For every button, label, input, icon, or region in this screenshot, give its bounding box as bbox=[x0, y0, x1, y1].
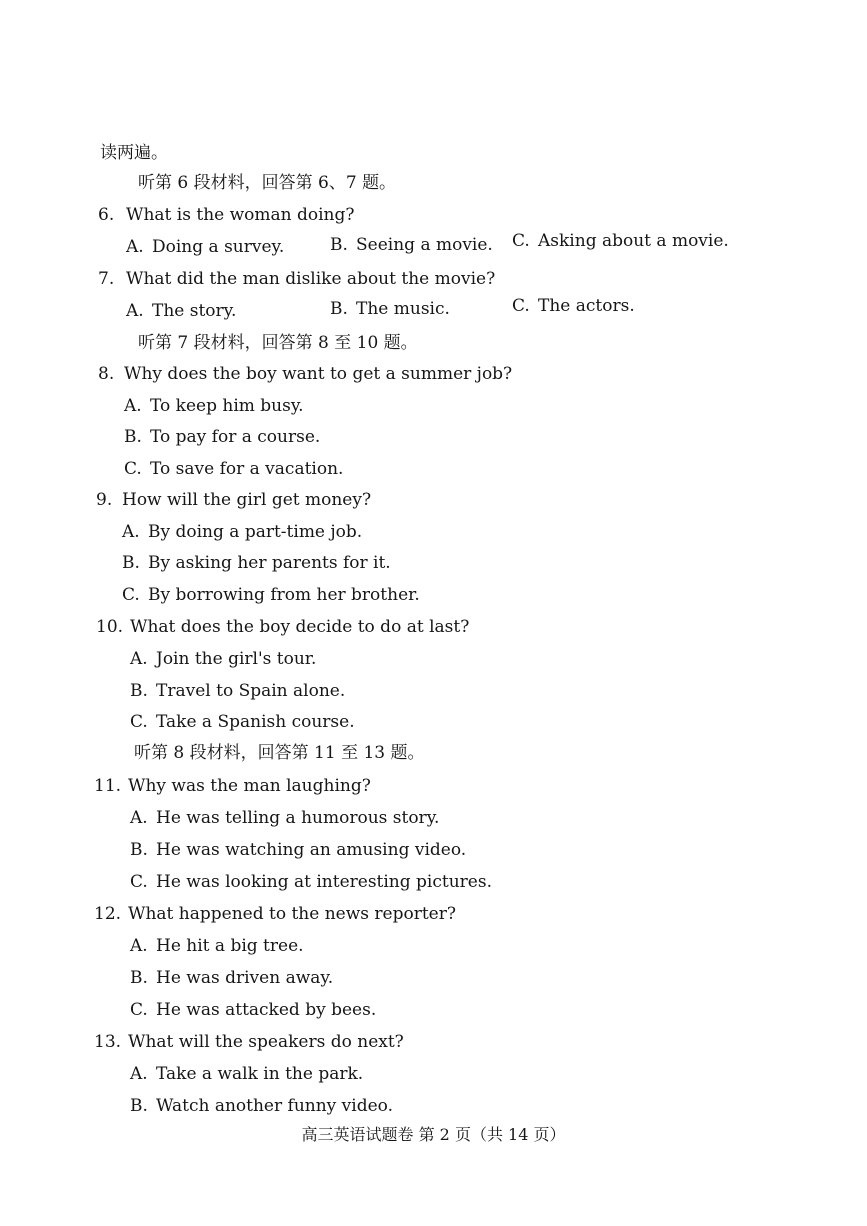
option-label: B. bbox=[130, 840, 148, 860]
option-text: Take a Spanish course. bbox=[156, 712, 355, 732]
option-label: C. bbox=[124, 459, 142, 479]
question-number: 12. bbox=[94, 904, 122, 924]
option-text: Seeing a movie. bbox=[356, 235, 493, 255]
question-number: 13. bbox=[94, 1032, 122, 1052]
option-text: By borrowing from her brother. bbox=[148, 585, 420, 605]
q8-option-b bbox=[124, 426, 320, 448]
question-10 bbox=[96, 616, 469, 638]
option-text: Watch another funny video. bbox=[156, 1096, 393, 1116]
option-text: By asking her parents for it. bbox=[148, 553, 391, 573]
option-text: The music. bbox=[356, 299, 450, 319]
question-number: 10. bbox=[96, 617, 124, 637]
q10-option-b bbox=[130, 680, 345, 702]
question-8 bbox=[98, 363, 512, 385]
question-text: Why does the boy want to get a summer job? bbox=[124, 364, 513, 384]
option-label: A. bbox=[126, 301, 144, 321]
q12-option-c bbox=[130, 999, 376, 1021]
intro-tail: 读两遍。 bbox=[100, 143, 168, 163]
question-text: What will the speakers do next? bbox=[128, 1032, 404, 1052]
question-6 bbox=[98, 204, 355, 226]
option-label: A. bbox=[124, 396, 142, 416]
option-text: Travel to Spain alone. bbox=[156, 681, 346, 701]
option-text: Asking about a movie. bbox=[538, 231, 729, 251]
section-heading-8: 听第 8 段材料，回答第 11 至 13 题。 bbox=[134, 743, 425, 763]
question-number: 9. bbox=[96, 490, 113, 510]
option-label: B. bbox=[130, 1096, 148, 1116]
option-text: He was driven away. bbox=[156, 968, 334, 988]
option-label: A. bbox=[122, 522, 140, 542]
question-13 bbox=[94, 1031, 404, 1053]
page-footer: 高三英语试题卷 第 2 页（共 14 页） bbox=[301, 1125, 566, 1144]
section-heading-7: 听第 7 段材料，回答第 8 至 10 题。 bbox=[138, 333, 418, 353]
option-label: B. bbox=[330, 299, 348, 319]
option-label: C. bbox=[512, 231, 530, 251]
option-text: He was attacked by bees. bbox=[156, 1000, 377, 1020]
question-12 bbox=[94, 903, 456, 925]
question-9 bbox=[96, 489, 371, 511]
option-label: A. bbox=[126, 237, 144, 257]
question-text: Why was the man laughing? bbox=[128, 776, 371, 796]
option-text: He was watching an amusing video. bbox=[156, 840, 467, 860]
question-7 bbox=[98, 268, 495, 290]
q9-option-c bbox=[122, 584, 420, 606]
option-text: To keep him busy. bbox=[150, 396, 304, 416]
section-heading-6: 听第 6 段材料，回答第 6、7 题。 bbox=[138, 173, 397, 193]
question-text: What does the boy decide to do at last? bbox=[130, 617, 470, 637]
q10-option-c bbox=[130, 711, 355, 733]
q8-option-a bbox=[124, 395, 304, 417]
option-label: B. bbox=[124, 427, 142, 447]
q8-option-c bbox=[124, 458, 343, 480]
q13-option-a bbox=[130, 1063, 363, 1085]
option-label: C. bbox=[130, 712, 148, 732]
option-text: By doing a part-time job. bbox=[148, 522, 363, 542]
question-number: 8. bbox=[98, 364, 115, 384]
q9-option-a bbox=[122, 521, 362, 543]
q10-option-a bbox=[130, 648, 316, 670]
question-11 bbox=[94, 775, 371, 797]
q7-option-b bbox=[330, 298, 450, 320]
option-label: B. bbox=[122, 553, 140, 573]
option-text: Take a walk in the park. bbox=[156, 1064, 364, 1084]
option-text: He was telling a humorous story. bbox=[156, 808, 440, 828]
q7-option-c bbox=[512, 295, 635, 317]
option-text: The actors. bbox=[538, 296, 635, 316]
q12-option-b bbox=[130, 967, 333, 989]
option-text: The story. bbox=[152, 301, 237, 321]
question-text: What did the man dislike about the movie? bbox=[126, 269, 496, 289]
option-text: Join the girl's tour. bbox=[156, 649, 317, 669]
q9-option-b bbox=[122, 552, 391, 574]
question-number: 6. bbox=[98, 205, 115, 225]
question-number: 7. bbox=[98, 269, 115, 289]
q6-option-b bbox=[330, 234, 493, 256]
question-text: How will the girl get money? bbox=[122, 490, 372, 510]
option-label: B. bbox=[130, 681, 148, 701]
q13-option-b bbox=[130, 1095, 393, 1117]
q11-option-c bbox=[130, 871, 492, 893]
option-label: A. bbox=[130, 649, 148, 669]
q12-option-a bbox=[130, 935, 304, 957]
q7-option-a bbox=[126, 300, 236, 322]
option-label: A. bbox=[130, 936, 148, 956]
option-text: He hit a big tree. bbox=[156, 936, 304, 956]
option-label: B. bbox=[130, 968, 148, 988]
q6-option-a bbox=[126, 236, 284, 258]
option-text: Doing a survey. bbox=[152, 237, 285, 257]
option-label: C. bbox=[512, 296, 530, 316]
option-label: A. bbox=[130, 808, 148, 828]
option-label: B. bbox=[330, 235, 348, 255]
option-text: To save for a vacation. bbox=[150, 459, 344, 479]
q6-option-c bbox=[512, 230, 729, 252]
option-text: To pay for a course. bbox=[150, 427, 321, 447]
option-label: C. bbox=[130, 872, 148, 892]
option-label: A. bbox=[130, 1064, 148, 1084]
option-text: He was looking at interesting pictures. bbox=[156, 872, 492, 892]
question-number: 11. bbox=[94, 776, 122, 796]
question-text: What happened to the news reporter? bbox=[128, 904, 456, 924]
option-label: C. bbox=[130, 1000, 148, 1020]
q11-option-b bbox=[130, 839, 466, 861]
question-text: What is the woman doing? bbox=[126, 205, 355, 225]
option-label: C. bbox=[122, 585, 140, 605]
q11-option-a bbox=[130, 807, 439, 829]
